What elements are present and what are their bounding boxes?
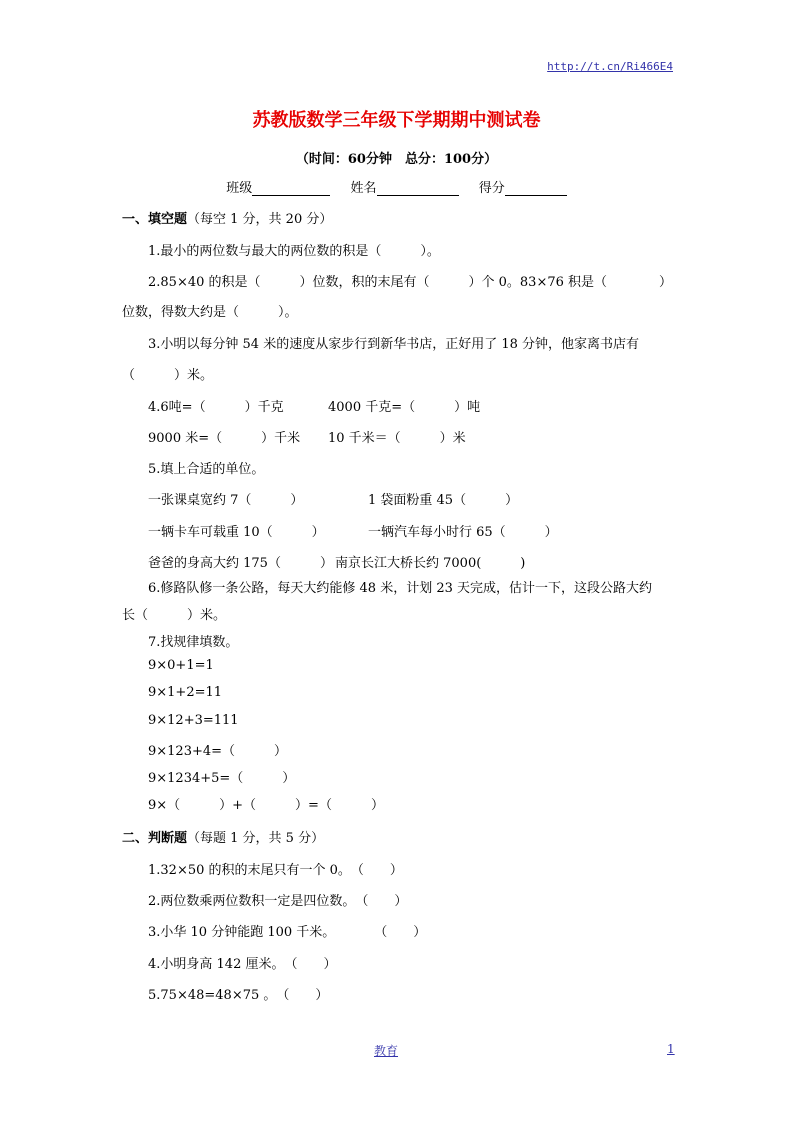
pattern-line-1: 9×0+1=1 <box>148 658 214 673</box>
student-info-row <box>0 177 793 196</box>
section1-note: （每空 1 分，共 20 分） <box>187 212 333 227</box>
exam-subtitle: （时间：60分钟 总分：100分） <box>295 152 498 167</box>
pattern-line-3: 9×12+3=111 <box>148 713 239 728</box>
pattern-line-2: 9×1+2=11 <box>148 685 223 700</box>
question-6-line1: 6.修路队修一条公路，每天大约能修 48 米，计划 23 天完成，估计一下，这段公路大约 <box>148 581 653 596</box>
class-blank <box>252 181 330 196</box>
question-5c-right: 南京长江大桥长约 7000( ) <box>335 556 526 571</box>
score-label: 得分 <box>478 181 505 196</box>
pattern-line-4: 9×123+4=（ ） <box>148 744 288 759</box>
class-label: 班级 <box>226 181 253 196</box>
section1-heading <box>122 208 332 227</box>
section1-title: 一、填空题 <box>122 212 188 227</box>
page-number: 1 <box>667 1042 675 1056</box>
question-5a-right: 1 袋面粉重 45（ ） <box>368 493 519 508</box>
score-blank <box>505 181 567 196</box>
question-1: 1.最小的两位数与最大的两位数的积是（ ）。 <box>148 244 440 259</box>
section2-note: （每题 1 分，共 5 分） <box>187 831 325 846</box>
pattern-line-6: 9×（ ）+（ ）=（ ） <box>148 798 384 813</box>
question-2-line1: 2.85×40 的积是（ ）位数，积的末尾有（ ）个 0。83×76 积是（ ） <box>148 275 673 290</box>
name-label: 姓名 <box>350 181 377 196</box>
question-5b-right: 一辆汽车每小时行 65（ ） <box>368 525 558 540</box>
judge-item-1: 1.32×50 的积的末尾只有一个 0。 （ ） <box>148 863 403 878</box>
question-3-line1: 3.小明以每分钟 54 米的速度从家步行到新华书店，正好用了 18 分钟，他家离书店有 <box>148 337 640 352</box>
question-2-line2: 位数，得数大约是（ ）。 <box>122 305 298 320</box>
header-link[interactable]: http://t.cn/Ri466E4 <box>547 60 673 73</box>
section2-heading <box>122 827 324 846</box>
question-5: 5.填上合适的单位。 <box>148 462 265 477</box>
question-5c-left: 爸爸的身高大约 175（ ） <box>148 556 333 571</box>
question-4b-right: 10 千米＝（ ）米 <box>328 431 466 446</box>
question-5a-left: 一张课桌宽约 7（ ） <box>148 493 304 508</box>
page-title: 苏教版数学三年级下学期期中测试卷 <box>252 110 541 131</box>
question-5b-left: 一辆卡车可载重 10（ ） <box>148 525 325 540</box>
judge-item-3: 3.小华 10 分钟能跑 100 千米。 （ ） <box>148 925 427 940</box>
question-3-line2: （ ）米。 <box>122 368 214 383</box>
question-7: 7.找规律填数。 <box>148 635 239 650</box>
judge-item-4: 4.小明身高 142 厘米。 （ ） <box>148 957 337 972</box>
question-4b-left: 9000 米=（ ）千米 <box>148 431 301 446</box>
judge-item-2: 2.两位数乘两位数积一定是四位数。 （ ） <box>148 894 408 909</box>
section2-title: 二、判断题 <box>122 831 188 846</box>
judge-item-5: 5.75×48=48×75 。 （ ） <box>148 988 329 1003</box>
question-6-line2: 长（ ）米。 <box>122 608 227 623</box>
question-4a-left: 4.6吨=（ ）千克 <box>148 400 284 415</box>
name-blank <box>377 181 459 196</box>
question-4a-right: 4000 千克=（ ）吨 <box>328 400 481 415</box>
footer-link[interactable]: 教育 <box>374 1044 399 1058</box>
pattern-line-5: 9×1234+5=（ ） <box>148 771 296 786</box>
